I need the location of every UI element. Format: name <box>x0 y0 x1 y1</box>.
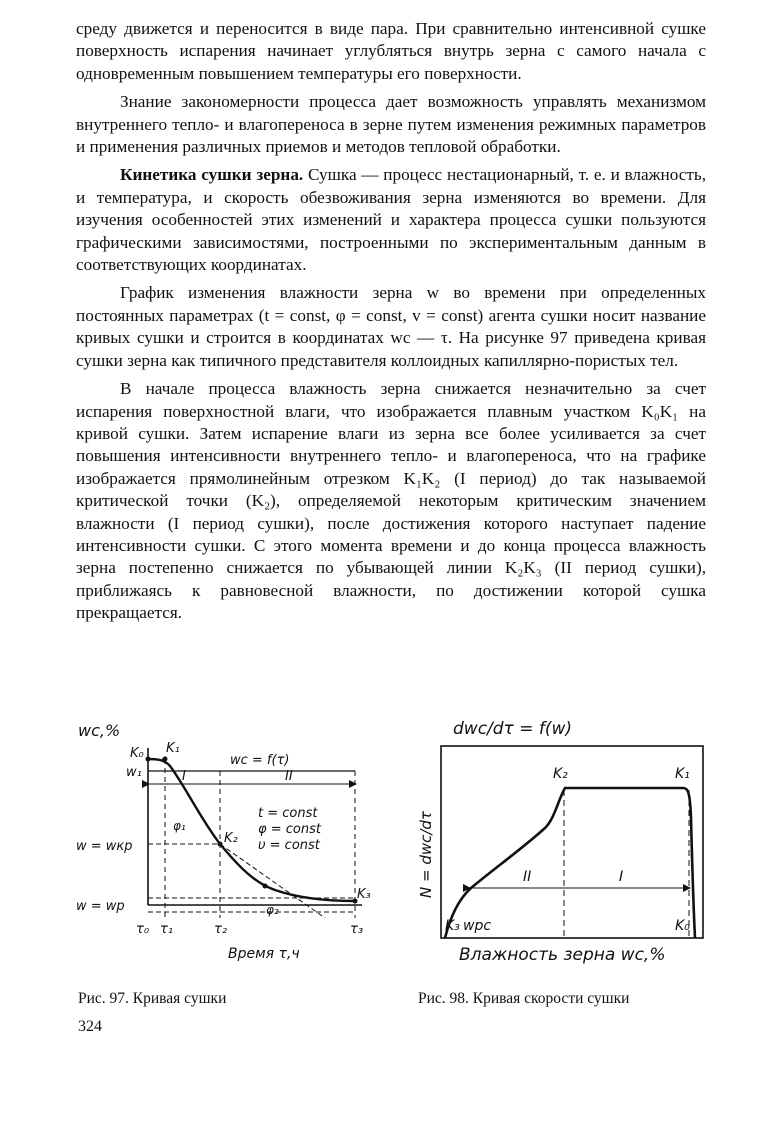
fig97-point-k0: K₀ <box>130 746 144 761</box>
paragraph-5: В начале процесса влажность зерна снижается незначительно за счет испарения поверхностной влаги, что изображается плавным участком K₀K₁ на кривой сушки. Затем испарение влаги из зерна все более усиливается за счет повышения интенсивности внутреннего тепло- и влагопереноса, что на графике изображается прямолинейным отрезком K₁K₂ (I период) до так называемой критической точки (K₂), определяемой некоторым критическим значением влажности (I период сушки), после достижения которого наступает падение интенсивности сушки. С этого момента времени и до конца процесса влажность зерна постепенно снижается по убывающей линии K₂K₃ (II период сушки), приближаясь к равновесной влажности, по достижении которой сушка прекращается. <box>76 379 706 623</box>
fig97-condition-v: υ = const <box>258 838 320 853</box>
fig97-condition-phi: φ = const <box>258 822 321 837</box>
fig98-title: dwс/dτ = f(w) <box>453 719 572 739</box>
fig97-y-axis-label: wс,% <box>78 721 121 740</box>
paragraph-3-text: Сушка — процесс нестационарный, т. е. и влажность, и температура, и скорость обезвоживания зерна изменяются во времени. Для изучения особенностей этих изменений и характера процесса сушки пользуются графическими зависимостями, построенными по экспериментальным данным в соответствующих координатах. <box>76 165 706 275</box>
fig97-x-label-t2: τ₂ <box>214 922 228 937</box>
fig98-rate-curve <box>445 788 695 938</box>
fig97-condition-t: t = const <box>258 806 318 821</box>
fig97-y-label-w1: w₁ <box>126 765 142 780</box>
paragraph-2: Знание закономерности процесса дает возможность управлять механизмом внутреннего тепло- и влагопереноса в зерне путем изменения режимных параметров и применения различных приемов и методов тепловой обработки. <box>76 92 706 157</box>
fig97-x-axis-label: Время τ,ч <box>228 946 300 962</box>
fig98-frame <box>441 746 703 938</box>
fig97-y-label-wp: w = wр <box>76 899 125 914</box>
fig97-period-1: I <box>182 769 186 784</box>
fig98-period-2: II <box>523 869 532 885</box>
section-heading: Кинетика сушки зерна. <box>120 165 304 185</box>
fig97-point-k3: K₃ <box>357 887 371 902</box>
paragraph-4: График изменения влажности зерна w во времени при определенных постоянных параметрах (t = const, φ = const, v = const) агента сушки носит название кривых сушки и строится в координатах wс — τ. На рисунке 97 приведена кривая сушки зерна как типичного представителя коллоидных капиллярно-пористых тел. <box>76 283 706 370</box>
fig97-period-2: II <box>285 769 293 784</box>
fig97-formula: wс = f(τ) <box>230 753 290 768</box>
caption-fig97: Рис. 97. Кривая сушки <box>78 990 227 1007</box>
fig97-y-label-wkr: w = wкр <box>76 839 133 854</box>
fig97-point-k2: K₂ <box>224 831 238 846</box>
fig98-x-axis-label: Влажность зерна wс,% <box>459 945 666 965</box>
fig97-point-k1: K₁ <box>166 741 180 756</box>
fig98-point-k1: K₁ <box>675 766 690 782</box>
fig98-period-1: I <box>619 869 624 885</box>
figure-98 <box>405 718 725 968</box>
fig98-point-k3: K₃ <box>445 918 460 934</box>
fig98-point-k0: K₀ <box>675 918 690 934</box>
fig98-y-axis-label: N = dwс/dτ <box>417 811 435 898</box>
body-text <box>76 18 706 631</box>
fig97-x-label-t0: τ₀ <box>136 922 150 937</box>
fig98-wp-label: wрс <box>463 918 492 934</box>
page-number: 324 <box>78 1018 102 1035</box>
fig97-angle-phi1: φ₁ <box>173 819 186 833</box>
figure-97 <box>70 718 370 963</box>
fig97-angle-phi2: φ₂ <box>266 903 279 917</box>
fig97-x-label-t3: τ₃ <box>350 922 364 937</box>
fig98-point-k2: K₂ <box>553 766 568 782</box>
paragraph-3 <box>76 164 706 276</box>
caption-fig98: Рис. 98. Кривая скорости сушки <box>418 990 630 1007</box>
fig97-x-label-t1: τ₁ <box>160 922 174 937</box>
paragraph-1: среду движется и переносится в виде пара. При сравнительно интенсивной сушке поверхность испарения начинает углубляться внутрь зерна с самого начала с одновременным повышением температуры его поверхности. <box>76 19 706 83</box>
